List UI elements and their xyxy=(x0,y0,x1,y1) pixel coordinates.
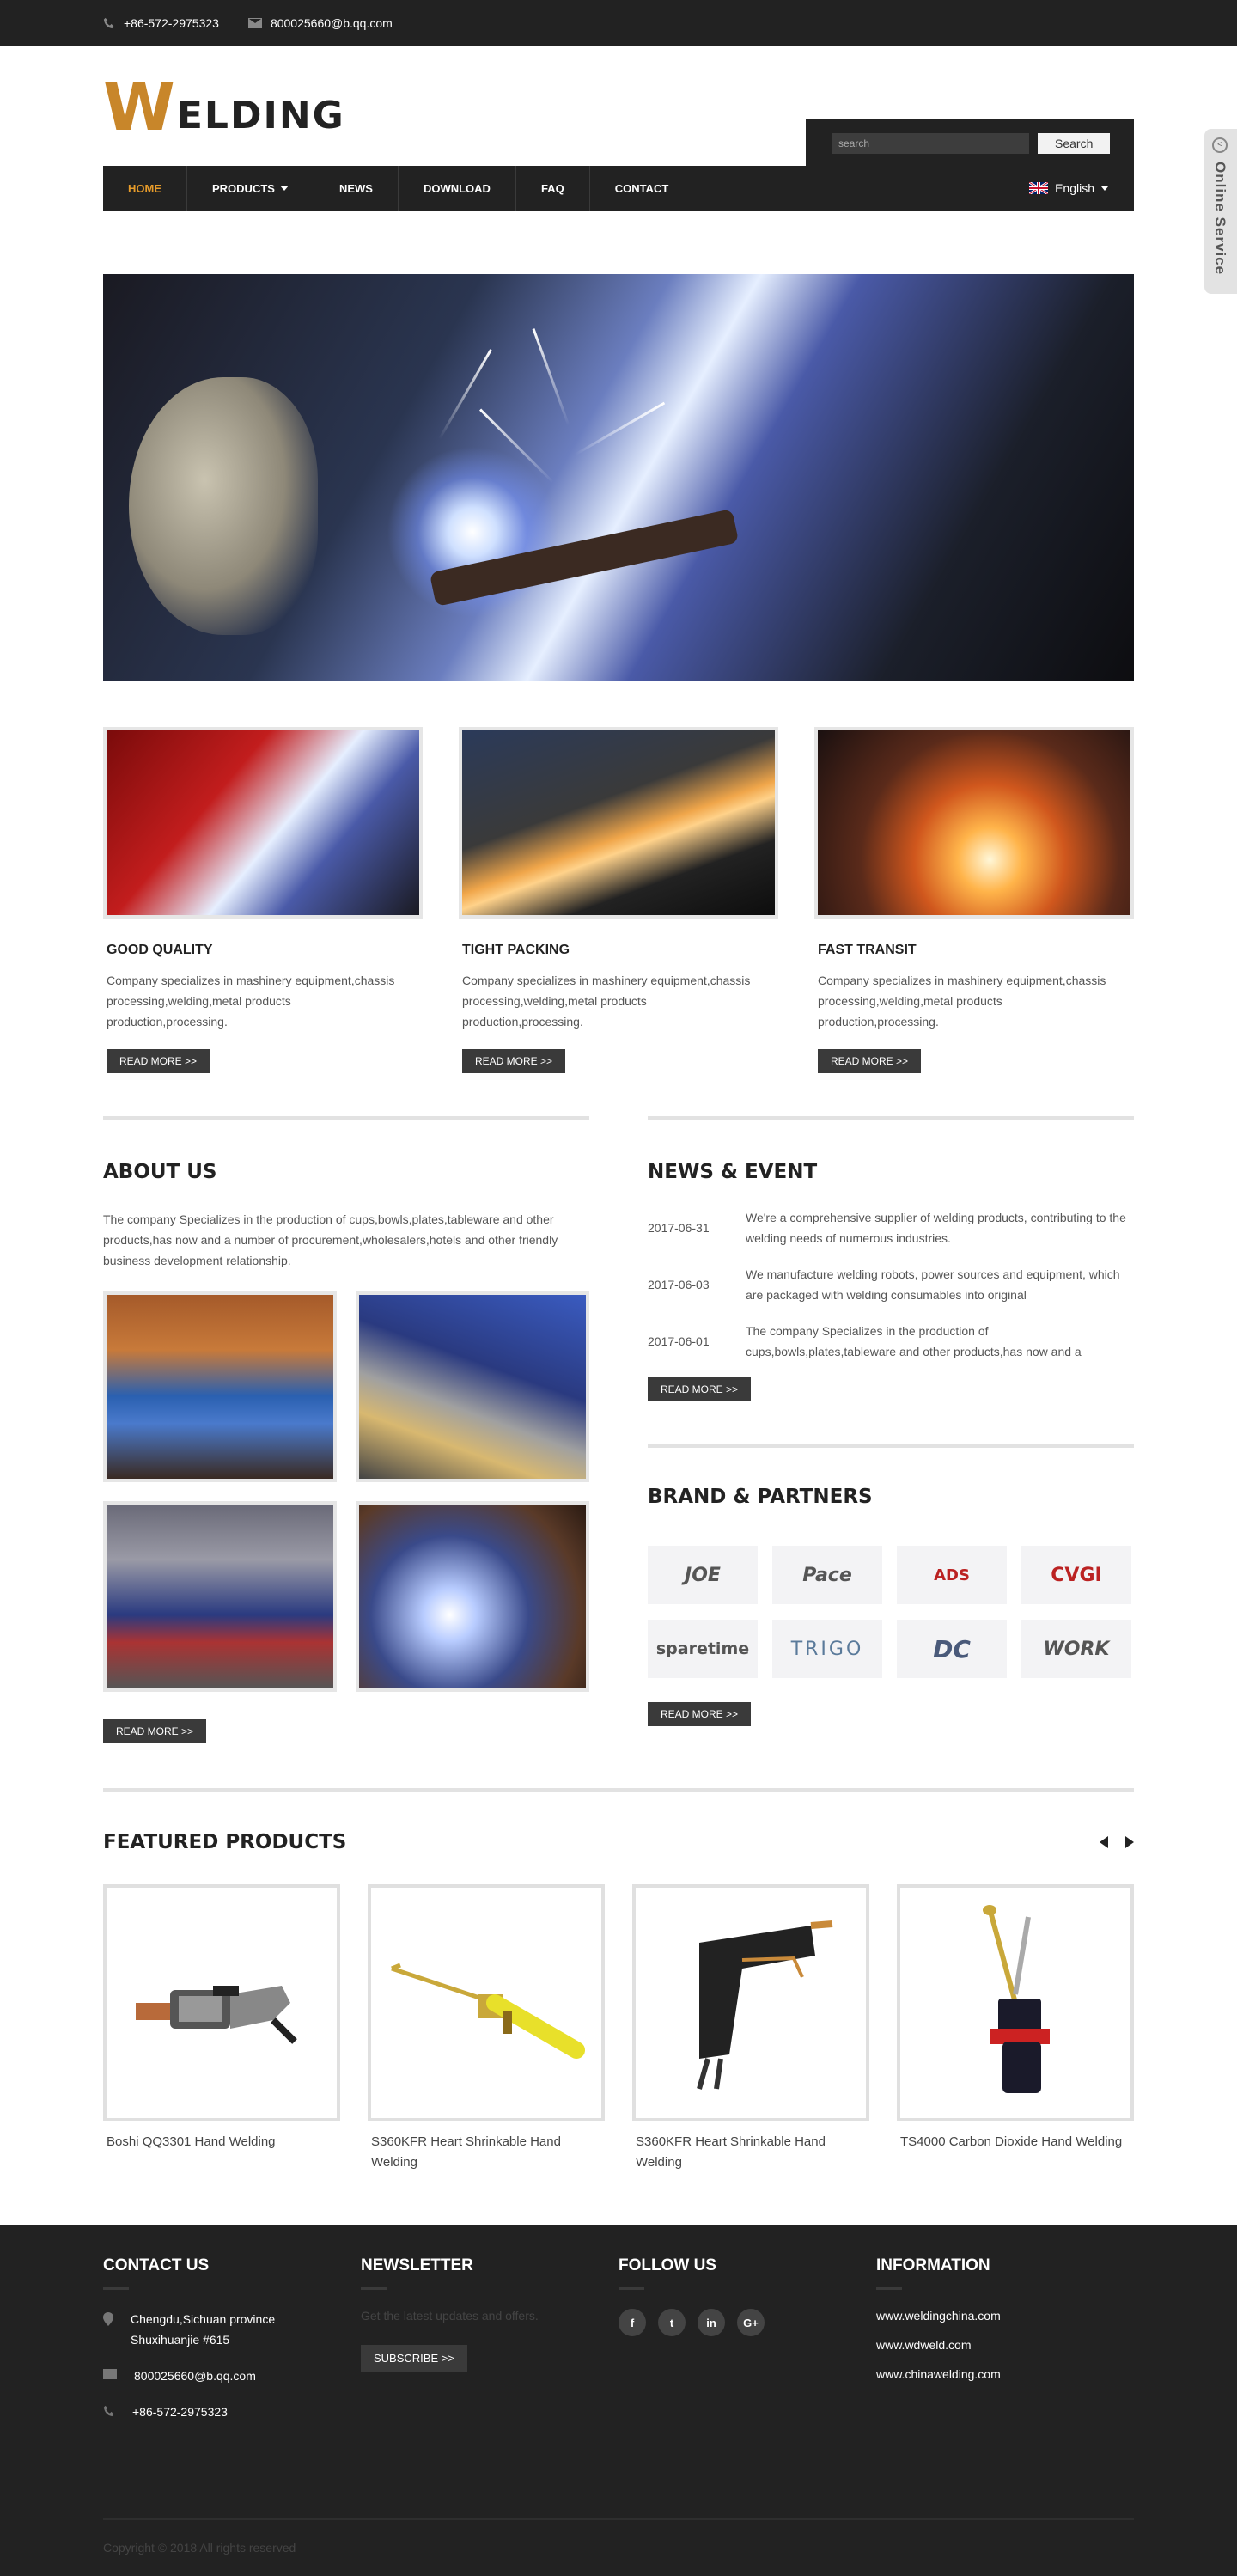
brand-logo[interactable]: ADS xyxy=(897,1546,1007,1604)
product-name[interactable]: Boshi QQ3301 Hand Welding xyxy=(107,2134,276,2149)
footer-contact-title: CONTACT US xyxy=(103,2256,210,2274)
feature-image[interactable] xyxy=(814,727,1134,919)
brand-logo[interactable]: sparetime xyxy=(648,1620,758,1678)
brand-logo[interactable]: DC xyxy=(897,1620,1007,1678)
product-card[interactable] xyxy=(368,1884,605,2173)
info-link[interactable]: www.chinawelding.com xyxy=(876,2367,1001,2381)
footer-underline xyxy=(103,2287,129,2290)
brand-logo[interactable]: TRIGO xyxy=(772,1620,882,1678)
section-divider xyxy=(648,1444,1134,1448)
brand-logo[interactable]: Pace xyxy=(772,1546,882,1604)
search-input[interactable]: search xyxy=(832,133,1029,154)
arrow-right-icon[interactable] xyxy=(1125,1836,1134,1848)
product-image[interactable] xyxy=(897,1884,1134,2121)
footer-underline xyxy=(876,2287,902,2290)
product-image[interactable] xyxy=(632,1884,869,2121)
footer-follow xyxy=(618,2256,876,2438)
footer-phone-text: +86-572-2975323 xyxy=(132,2405,228,2419)
about-photo[interactable] xyxy=(356,1501,589,1692)
about-read-more-button[interactable]: READ MORE >> xyxy=(103,1719,206,1743)
footer-newsletter-title: NEWSLETTER xyxy=(361,2256,473,2274)
linkedin-icon[interactable]: in xyxy=(698,2309,725,2336)
feature-text: Company specializes in mashinery equipment,chassis processing,welding,metal products production,processing. xyxy=(818,974,1106,1029)
product-name[interactable]: TS4000 Carbon Dioxide Hand Welding xyxy=(900,2134,1123,2149)
product-image[interactable] xyxy=(368,1884,605,2121)
footer-underline xyxy=(618,2287,644,2290)
nav-products-label: PRODUCTS xyxy=(212,181,275,195)
uk-flag-icon xyxy=(1029,182,1048,194)
caret-down-icon xyxy=(280,186,289,191)
hero-spark xyxy=(533,328,570,426)
info-link[interactable]: www.wdweld.com xyxy=(876,2338,972,2352)
chevron-left-icon: < xyxy=(1212,137,1228,153)
news-title: NEWS & EVENT xyxy=(648,1161,818,1183)
footer-newsletter xyxy=(361,2256,618,2438)
top-bar xyxy=(0,0,1237,46)
online-service-tab[interactable] xyxy=(1204,129,1237,294)
footer-info-title: INFORMATION xyxy=(876,2256,990,2274)
footer-follow-title: FOLLOW US xyxy=(618,2256,716,2274)
caret-down-icon xyxy=(1101,186,1108,191)
read-more-button[interactable]: READ MORE >> xyxy=(818,1049,921,1073)
online-service-label: Online Service xyxy=(1212,162,1228,276)
features-row xyxy=(103,727,1134,1073)
feature-card xyxy=(814,727,1134,1073)
news-date: 2017-06-01 xyxy=(648,1334,710,1348)
feature-text: Company specializes in mashinery equipment,chassis processing,welding,metal products production,processing. xyxy=(462,974,751,1029)
news-date: 2017-06-03 xyxy=(648,1278,710,1291)
brand-logo[interactable]: CVGI xyxy=(1021,1546,1131,1604)
hero-glove xyxy=(129,377,318,635)
footer-phone xyxy=(103,2402,361,2422)
feature-card xyxy=(103,727,423,1073)
search-bar xyxy=(806,119,1134,168)
search-button[interactable]: Search xyxy=(1038,133,1110,154)
product-name[interactable]: S360KFR Heart Shrinkable Hand Welding xyxy=(636,2134,826,2170)
nav-home[interactable]: HOME xyxy=(103,166,187,211)
logo-text: ELDING xyxy=(176,94,345,137)
topbar-email[interactable] xyxy=(248,16,393,30)
language-selector[interactable] xyxy=(1029,181,1108,195)
footer-contact xyxy=(103,2256,361,2438)
footer-address-text: Chengdu,Sichuan province Shuxihuanjie #615 xyxy=(131,2312,276,2347)
nav-download[interactable]: DOWNLOAD xyxy=(399,166,516,211)
product-name[interactable]: S360KFR Heart Shrinkable Hand Welding xyxy=(371,2134,561,2170)
facebook-icon[interactable]: f xyxy=(618,2309,646,2336)
product-card[interactable] xyxy=(632,1884,869,2173)
section-divider xyxy=(648,1116,1134,1120)
feature-title: GOOD QUALITY xyxy=(107,943,213,957)
product-image[interactable] xyxy=(103,1884,340,2121)
news-item[interactable] xyxy=(648,1207,1134,1248)
brand-logo[interactable]: WORK xyxy=(1021,1620,1131,1678)
hero-banner xyxy=(103,274,1134,681)
brand-logo[interactable]: JOE xyxy=(648,1546,758,1604)
header xyxy=(103,46,1134,211)
read-more-button[interactable]: READ MORE >> xyxy=(107,1049,210,1073)
mail-icon xyxy=(103,2369,117,2379)
about-gallery xyxy=(103,1291,589,1692)
language-label: English xyxy=(1055,181,1094,195)
product-list xyxy=(103,1884,1134,2173)
phone-icon xyxy=(103,17,115,29)
feature-text: Company specializes in mashinery equipment,chassis processing,welding,metal products production,processing. xyxy=(107,974,395,1029)
about-text: The company Specializes in the production of cups,bowls,plates,tableware and other products,has now and a number of procurement,wholesalers,hotels and other friendly business development relationship. xyxy=(103,1212,558,1267)
read-more-button[interactable]: READ MORE >> xyxy=(462,1049,565,1073)
product-card[interactable] xyxy=(103,1884,340,2173)
info-link[interactable]: www.weldingchina.com xyxy=(876,2309,1001,2323)
about-photo[interactable] xyxy=(103,1291,337,1482)
about-section xyxy=(103,1116,589,1743)
footer xyxy=(0,2225,1237,2576)
about-photo[interactable] xyxy=(356,1291,589,1482)
news-section xyxy=(648,1116,1134,1743)
hero-spark xyxy=(575,402,665,456)
feature-card xyxy=(459,727,778,1073)
subscribe-button[interactable]: SUBSCRIBE >> xyxy=(361,2345,467,2372)
section-divider xyxy=(103,1788,1134,1792)
footer-address xyxy=(103,2309,361,2350)
featured-header xyxy=(103,1831,1134,1853)
nav-faq[interactable]: FAQ xyxy=(516,166,590,211)
nav-contact[interactable]: CONTACT xyxy=(614,181,669,195)
news-text[interactable]: We manufacture welding robots, power sources and equipment, which are packaged with welding consumables into original xyxy=(746,1267,1120,1302)
brands-title: BRAND & PARTNERS xyxy=(648,1486,873,1508)
main-nav xyxy=(103,166,1134,211)
social-icons xyxy=(618,2309,876,2336)
google-plus-icon[interactable]: G+ xyxy=(737,2309,765,2336)
arrow-left-icon[interactable] xyxy=(1100,1836,1108,1848)
site-logo[interactable] xyxy=(103,69,345,145)
logo-initial: W xyxy=(103,69,177,145)
brand-grid xyxy=(648,1546,1134,1678)
news-text[interactable]: The company Specializes in the production of cups,bowls,plates,tableware and other products,has now and a xyxy=(746,1324,1082,1358)
copyright: Copyright © 2018 All rights reserved xyxy=(103,2518,1134,2555)
nav-news[interactable]: NEWS xyxy=(314,166,399,211)
feature-title: FAST TRANSIT xyxy=(818,943,917,957)
feature-title: TIGHT PACKING xyxy=(462,943,570,957)
mail-icon xyxy=(248,18,262,28)
about-title: ABOUT US xyxy=(103,1161,217,1183)
twitter-icon[interactable]: t xyxy=(658,2309,686,2336)
footer-email[interactable] xyxy=(103,2365,361,2386)
feature-image[interactable] xyxy=(459,727,778,919)
phone-icon xyxy=(103,2405,115,2417)
topbar-email-text[interactable]: 800025660@b.qq.com xyxy=(270,16,393,30)
topbar-phone-text: +86-572-2975323 xyxy=(124,16,219,30)
news-item[interactable] xyxy=(648,1264,1134,1305)
topbar-phone xyxy=(103,16,219,30)
section-divider xyxy=(103,1116,589,1120)
newsletter-input[interactable]: Get the latest updates and offers. xyxy=(361,2309,539,2323)
brands-read-more-button[interactable]: READ MORE >> xyxy=(648,1702,751,1726)
feature-image[interactable] xyxy=(103,727,423,919)
about-photo[interactable] xyxy=(103,1501,337,1692)
nav-products[interactable] xyxy=(187,166,314,211)
about-news-section xyxy=(103,1116,1134,1743)
news-read-more-button[interactable]: READ MORE >> xyxy=(648,1377,751,1401)
news-item[interactable] xyxy=(648,1321,1134,1362)
product-card[interactable] xyxy=(897,1884,1134,2173)
news-date: 2017-06-31 xyxy=(648,1221,710,1235)
location-pin-icon xyxy=(103,2312,113,2326)
hero-spark xyxy=(438,349,492,439)
news-text[interactable]: We're a comprehensive supplier of welding products, contributing to the welding needs of numerous industries. xyxy=(746,1211,1126,1245)
footer-email-text[interactable]: 800025660@b.qq.com xyxy=(134,2369,256,2383)
news-list xyxy=(648,1207,1134,1362)
carousel-arrows xyxy=(1100,1836,1134,1848)
footer-underline xyxy=(361,2287,387,2290)
featured-title: FEATURED PRODUCTS xyxy=(103,1831,347,1853)
footer-information xyxy=(876,2256,1134,2438)
